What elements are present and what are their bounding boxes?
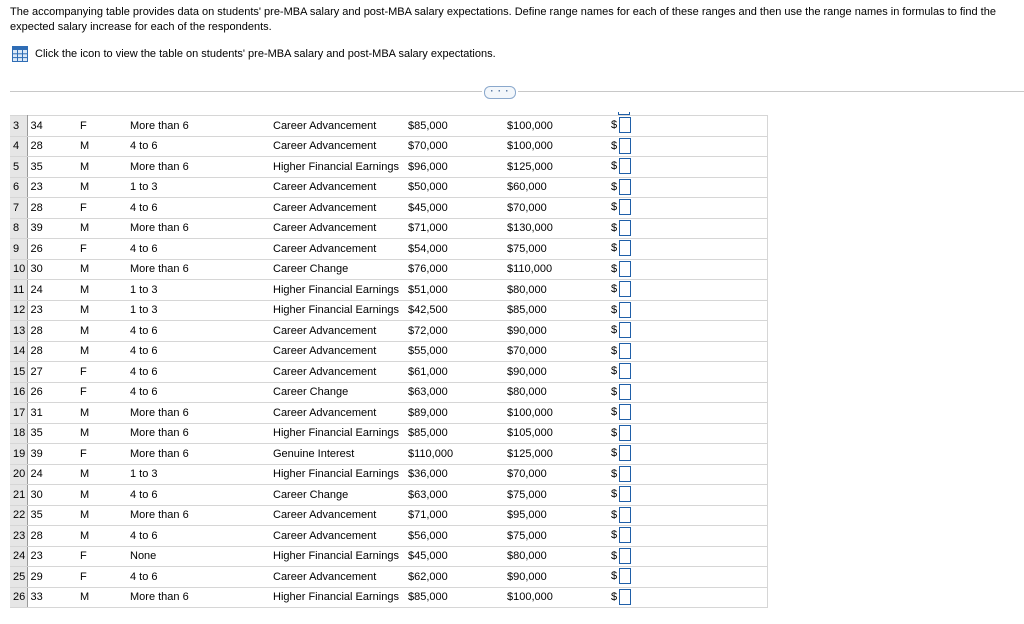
table-row	[10, 382, 767, 403]
salary-increase-input[interactable]	[619, 302, 631, 318]
reason-cell: Career Advancement	[270, 116, 405, 137]
row-number: 12	[10, 300, 27, 321]
table-row	[10, 321, 767, 342]
pre-mba-salary-cell: $45,000	[405, 198, 504, 219]
pre-mba-salary-cell: $89,000	[405, 403, 504, 424]
years-experience-cell: None	[127, 546, 270, 567]
salary-increase-input[interactable]	[619, 589, 631, 605]
gender-cell: M	[77, 587, 127, 608]
age-cell: 39	[27, 218, 77, 239]
view-table-link[interactable]	[12, 46, 496, 62]
post-mba-salary-cell: $75,000	[504, 239, 608, 260]
answer-row	[611, 443, 641, 464]
answer-row	[611, 587, 641, 608]
table-row	[10, 362, 767, 383]
reason-cell: Career Advancement	[270, 526, 405, 547]
post-mba-salary-cell: $80,000	[504, 546, 608, 567]
answer-row	[611, 423, 641, 444]
answer-row	[611, 546, 641, 567]
row-number: 24	[10, 546, 27, 567]
reason-cell: Career Advancement	[270, 177, 405, 198]
years-experience-cell: More than 6	[127, 587, 270, 608]
row-number: 22	[10, 505, 27, 526]
reason-cell: Higher Financial Earnings	[270, 280, 405, 301]
pre-mba-salary-cell: $110,000	[405, 444, 504, 465]
table-row	[10, 300, 767, 321]
gender-cell: F	[77, 239, 127, 260]
reason-cell: Career Advancement	[270, 567, 405, 588]
post-mba-salary-cell: $125,000	[504, 444, 608, 465]
answer-row	[611, 505, 641, 526]
answer-row	[611, 115, 641, 136]
dollar-sign: $	[611, 221, 618, 234]
table-row	[10, 444, 767, 465]
table-row	[10, 136, 767, 157]
post-mba-salary-cell: $110,000	[504, 259, 608, 280]
row-number: 7	[10, 198, 27, 219]
gender-cell: M	[77, 485, 127, 506]
pre-mba-salary-cell: $55,000	[405, 341, 504, 362]
answer-row	[611, 484, 641, 505]
post-mba-salary-cell: $100,000	[504, 136, 608, 157]
age-cell: 31	[27, 403, 77, 424]
years-experience-cell: More than 6	[127, 403, 270, 424]
answer-row	[611, 177, 641, 198]
gender-cell: M	[77, 526, 127, 547]
dollar-sign: $	[611, 529, 618, 542]
dollar-sign: $	[611, 303, 618, 316]
row-number: 25	[10, 567, 27, 588]
section-divider	[518, 91, 1024, 92]
years-experience-cell: 1 to 3	[127, 464, 270, 485]
gender-cell: M	[77, 505, 127, 526]
age-cell: 33	[27, 587, 77, 608]
salary-increase-input[interactable]	[619, 117, 631, 133]
salary-increase-input[interactable]	[619, 158, 631, 174]
pre-mba-salary-cell: $50,000	[405, 177, 504, 198]
table-row	[10, 239, 767, 260]
dollar-sign: $	[611, 549, 618, 562]
age-cell: 35	[27, 423, 77, 444]
table-row	[10, 526, 767, 547]
salary-increase-input[interactable]	[619, 240, 631, 256]
post-mba-salary-cell: $70,000	[504, 464, 608, 485]
post-mba-salary-cell: $80,000	[504, 280, 608, 301]
post-mba-salary-cell: $90,000	[504, 567, 608, 588]
pre-mba-salary-cell: $70,000	[405, 136, 504, 157]
age-cell: 28	[27, 341, 77, 362]
table-row	[10, 403, 767, 424]
row-number: 18	[10, 423, 27, 444]
table-grid-icon[interactable]	[12, 46, 28, 62]
salary-increase-input[interactable]	[619, 281, 631, 297]
gender-cell: F	[77, 444, 127, 465]
dollar-sign: $	[611, 201, 618, 214]
reason-cell: Career Change	[270, 382, 405, 403]
salary-increase-input[interactable]	[619, 548, 631, 564]
reason-cell: Career Advancement	[270, 505, 405, 526]
dollar-sign: $	[611, 365, 618, 378]
reason-cell: Career Change	[270, 259, 405, 280]
years-experience-cell: More than 6	[127, 444, 270, 465]
table-row	[10, 423, 767, 444]
dollar-sign: $	[611, 139, 618, 152]
pre-mba-salary-cell: $63,000	[405, 382, 504, 403]
reason-cell: Higher Financial Earnings	[270, 587, 405, 608]
pre-mba-salary-cell: $96,000	[405, 157, 504, 178]
gender-cell: M	[77, 321, 127, 342]
gender-cell: M	[77, 259, 127, 280]
years-experience-cell: More than 6	[127, 505, 270, 526]
dollar-sign: $	[611, 180, 618, 193]
salary-increase-input[interactable]	[619, 261, 631, 277]
years-experience-cell: 1 to 3	[127, 280, 270, 301]
age-cell: 23	[27, 300, 77, 321]
section-divider	[10, 91, 482, 92]
table-row	[10, 587, 767, 608]
answer-row	[611, 197, 641, 218]
post-mba-salary-cell: $100,000	[504, 587, 608, 608]
reason-cell: Career Advancement	[270, 403, 405, 424]
reason-cell: Career Advancement	[270, 136, 405, 157]
reason-cell: Higher Financial Earnings	[270, 464, 405, 485]
answer-row	[611, 279, 641, 300]
years-experience-cell: More than 6	[127, 423, 270, 444]
salary-increase-input[interactable]	[619, 343, 631, 359]
pre-mba-salary-cell: $76,000	[405, 259, 504, 280]
years-experience-cell: 4 to 6	[127, 567, 270, 588]
years-experience-cell: 4 to 6	[127, 382, 270, 403]
answer-row	[611, 464, 641, 485]
answer-row	[611, 156, 641, 177]
dollar-sign: $	[611, 426, 618, 439]
age-cell: 30	[27, 259, 77, 280]
post-mba-salary-cell: $60,000	[504, 177, 608, 198]
pre-mba-salary-cell: $54,000	[405, 239, 504, 260]
answer-row	[611, 259, 641, 280]
row-number: 15	[10, 362, 27, 383]
gender-cell: M	[77, 136, 127, 157]
row-number: 3	[10, 116, 27, 137]
salary-increase-input[interactable]	[619, 425, 631, 441]
row-number: 11	[10, 280, 27, 301]
answer-row	[611, 300, 641, 321]
answer-row	[611, 382, 641, 403]
gender-cell: F	[77, 567, 127, 588]
table-row	[10, 177, 767, 198]
answer-row	[611, 361, 641, 382]
years-experience-cell: 1 to 3	[127, 300, 270, 321]
row-number: 19	[10, 444, 27, 465]
years-experience-cell: 4 to 6	[127, 198, 270, 219]
age-cell: 28	[27, 136, 77, 157]
dollar-sign: $	[611, 488, 618, 501]
age-cell: 23	[27, 177, 77, 198]
post-mba-salary-cell: $100,000	[504, 116, 608, 137]
reason-cell: Career Advancement	[270, 198, 405, 219]
reason-cell: Higher Financial Earnings	[270, 300, 405, 321]
expand-more-button[interactable]: · · ·	[484, 86, 516, 99]
gender-cell: M	[77, 280, 127, 301]
table-row	[10, 341, 767, 362]
reason-cell: Higher Financial Earnings	[270, 157, 405, 178]
post-mba-salary-cell: $100,000	[504, 403, 608, 424]
dollar-sign: $	[611, 324, 618, 337]
age-cell: 39	[27, 444, 77, 465]
pre-mba-salary-cell: $62,000	[405, 567, 504, 588]
age-cell: 28	[27, 198, 77, 219]
salary-increase-input[interactable]	[619, 138, 631, 154]
gender-cell: F	[77, 546, 127, 567]
gender-cell: M	[77, 157, 127, 178]
post-mba-salary-cell: $90,000	[504, 362, 608, 383]
dollar-sign: $	[611, 283, 618, 296]
years-experience-cell: More than 6	[127, 116, 270, 137]
post-mba-salary-cell: $70,000	[504, 198, 608, 219]
row-number: 6	[10, 177, 27, 198]
age-cell: 27	[27, 362, 77, 383]
row-number: 17	[10, 403, 27, 424]
pre-mba-salary-cell: $42,500	[405, 300, 504, 321]
pre-mba-salary-cell: $51,000	[405, 280, 504, 301]
years-experience-cell: 4 to 6	[127, 341, 270, 362]
table-row	[10, 116, 767, 137]
years-experience-cell: 4 to 6	[127, 362, 270, 383]
answer-row	[611, 218, 641, 239]
reason-cell: Genuine Interest	[270, 444, 405, 465]
view-table-label[interactable]: Click the icon to view the table on students' pre-MBA salary and post-MBA salary expectations.	[35, 48, 496, 60]
table-row	[10, 546, 767, 567]
salary-increase-input[interactable]	[619, 199, 631, 215]
age-cell: 29	[27, 567, 77, 588]
post-mba-salary-cell: $90,000	[504, 321, 608, 342]
gender-cell: M	[77, 177, 127, 198]
answer-row	[611, 566, 641, 587]
age-cell: 28	[27, 526, 77, 547]
answer-row	[611, 402, 641, 423]
reason-cell: Career Advancement	[270, 341, 405, 362]
age-cell: 34	[27, 116, 77, 137]
pre-mba-salary-cell: $71,000	[405, 218, 504, 239]
row-number: 20	[10, 464, 27, 485]
row-number: 8	[10, 218, 27, 239]
dollar-sign: $	[611, 447, 618, 460]
table-row	[10, 218, 767, 239]
answer-row	[611, 341, 641, 362]
row-number: 21	[10, 485, 27, 506]
table-row	[10, 567, 767, 588]
dollar-sign: $	[611, 344, 618, 357]
pre-mba-salary-cell: $71,000	[405, 505, 504, 526]
post-mba-salary-cell: $75,000	[504, 526, 608, 547]
row-number: 9	[10, 239, 27, 260]
post-mba-salary-cell: $130,000	[504, 218, 608, 239]
age-cell: 26	[27, 239, 77, 260]
post-mba-salary-cell: $70,000	[504, 341, 608, 362]
years-experience-cell: 4 to 6	[127, 136, 270, 157]
post-mba-salary-cell: $80,000	[504, 382, 608, 403]
dollar-sign: $	[611, 385, 618, 398]
dollar-sign: $	[611, 406, 618, 419]
age-cell: 30	[27, 485, 77, 506]
reason-cell: Career Advancement	[270, 321, 405, 342]
reason-cell: Career Advancement	[270, 362, 405, 383]
question-text: The accompanying table provides data on students' pre-MBA salary and post-MBA salary expectations. Define range names for each of these ranges and then use the range names in formulas to find the expected salary increase for each of the respondents.	[10, 6, 996, 33]
post-mba-salary-cell: $95,000	[504, 505, 608, 526]
answer-column	[611, 115, 641, 607]
dollar-sign: $	[611, 262, 618, 275]
answer-row	[611, 320, 641, 341]
pre-mba-salary-cell: $85,000	[405, 116, 504, 137]
age-cell: 35	[27, 157, 77, 178]
gender-cell: F	[77, 116, 127, 137]
dollar-sign: $	[611, 242, 618, 255]
pre-mba-salary-cell: $36,000	[405, 464, 504, 485]
salary-data-table	[10, 115, 768, 608]
row-number: 26	[10, 587, 27, 608]
reason-cell: Higher Financial Earnings	[270, 423, 405, 444]
gender-cell: M	[77, 218, 127, 239]
row-number: 23	[10, 526, 27, 547]
pre-mba-salary-cell: $85,000	[405, 587, 504, 608]
row-number: 16	[10, 382, 27, 403]
row-number: 14	[10, 341, 27, 362]
salary-increase-input[interactable]	[619, 363, 631, 379]
salary-increase-input[interactable]	[619, 404, 631, 420]
answer-row	[611, 136, 641, 157]
dollar-sign: $	[611, 590, 618, 603]
salary-increase-input[interactable]	[619, 179, 631, 195]
age-cell: 24	[27, 464, 77, 485]
reason-cell: Career Advancement	[270, 218, 405, 239]
pre-mba-salary-cell: $61,000	[405, 362, 504, 383]
table-row	[10, 485, 767, 506]
dollar-sign: $	[611, 467, 618, 480]
age-cell: 35	[27, 505, 77, 526]
years-experience-cell: More than 6	[127, 218, 270, 239]
pre-mba-salary-cell: $85,000	[405, 423, 504, 444]
gender-cell: M	[77, 423, 127, 444]
salary-increase-input[interactable]	[619, 220, 631, 236]
gender-cell: F	[77, 382, 127, 403]
row-number: 5	[10, 157, 27, 178]
years-experience-cell: 4 to 6	[127, 321, 270, 342]
table-row	[10, 198, 767, 219]
post-mba-salary-cell: $105,000	[504, 423, 608, 444]
salary-increase-input[interactable]	[619, 322, 631, 338]
post-mba-salary-cell: $125,000	[504, 157, 608, 178]
dollar-sign: $	[611, 160, 618, 173]
reason-cell: Higher Financial Earnings	[270, 546, 405, 567]
answer-row	[611, 238, 641, 259]
gender-cell: M	[77, 464, 127, 485]
salary-increase-input[interactable]	[619, 466, 631, 482]
salary-increase-input[interactable]	[619, 486, 631, 502]
salary-increase-input[interactable]	[619, 568, 631, 584]
salary-increase-input[interactable]	[619, 507, 631, 523]
age-cell: 23	[27, 546, 77, 567]
gender-cell: M	[77, 341, 127, 362]
dollar-sign: $	[611, 570, 618, 583]
table-row	[10, 259, 767, 280]
row-number: 13	[10, 321, 27, 342]
pre-mba-salary-cell: $45,000	[405, 546, 504, 567]
gender-cell: F	[77, 198, 127, 219]
gender-cell: M	[77, 403, 127, 424]
dollar-sign: $	[611, 119, 618, 132]
table-row	[10, 157, 767, 178]
age-cell: 26	[27, 382, 77, 403]
post-mba-salary-cell: $85,000	[504, 300, 608, 321]
answer-row	[611, 525, 641, 546]
table-row	[10, 464, 767, 485]
years-experience-cell: More than 6	[127, 157, 270, 178]
age-cell: 28	[27, 321, 77, 342]
row-number: 4	[10, 136, 27, 157]
years-experience-cell: 4 to 6	[127, 239, 270, 260]
age-cell: 24	[27, 280, 77, 301]
years-experience-cell: 4 to 6	[127, 526, 270, 547]
gender-cell: M	[77, 300, 127, 321]
salary-increase-input[interactable]	[619, 445, 631, 461]
pre-mba-salary-cell: $72,000	[405, 321, 504, 342]
reason-cell: Career Advancement	[270, 239, 405, 260]
table-row	[10, 505, 767, 526]
reason-cell: Career Change	[270, 485, 405, 506]
dollar-sign: $	[611, 508, 618, 521]
salary-increase-input[interactable]	[619, 384, 631, 400]
gender-cell: F	[77, 362, 127, 383]
years-experience-cell: 4 to 6	[127, 485, 270, 506]
years-experience-cell: More than 6	[127, 259, 270, 280]
salary-increase-input[interactable]	[619, 527, 631, 543]
pre-mba-salary-cell: $63,000	[405, 485, 504, 506]
table-row	[10, 280, 767, 301]
years-experience-cell: 1 to 3	[127, 177, 270, 198]
row-number: 10	[10, 259, 27, 280]
post-mba-salary-cell: $75,000	[504, 485, 608, 506]
pre-mba-salary-cell: $56,000	[405, 526, 504, 547]
